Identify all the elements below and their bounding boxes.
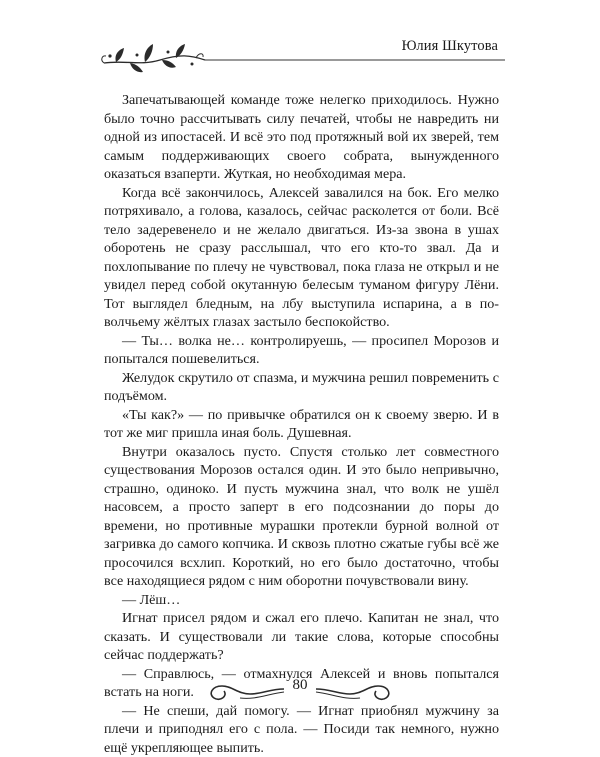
paragraph: Запечатывающей команде тоже нелегко приходилось. Нужно было точно рассчитывать силу печатей, чтобы не навредить ни одной из ипостасей. И всё это под протяжный вой их зверей, тем самым поддерживающих своего собрата, вынужденного оказаться взаперти. Жуткая, но необходимая мера.	[104, 91, 499, 184]
floral-ornament-icon	[0, 0, 600, 80]
paragraph: — Не спеши, дай помогу. — Игнат приобнял мужчину за плечи и приподнял его с пола. — Посиди так немного, нужно ещё укрепляющее выпить.	[104, 702, 499, 757]
paragraph: — Справлюсь, — отмахнулся Алексей и вновь попытался встать на ноги.	[104, 665, 499, 702]
body-text	[104, 91, 499, 757]
page-number: 80	[0, 677, 600, 694]
paragraph: Желудок скрутило от спазма, и мужчина решил повременить с подъёмом.	[104, 369, 499, 406]
page-header	[0, 0, 600, 80]
page-footer	[0, 672, 600, 722]
running-head-author: Юлия Шкутова	[402, 38, 498, 55]
paragraph: — Лёш…	[104, 591, 499, 610]
paragraph: «Ты как?» — по привычке обратился он к своему зверю. И в тот же миг пришла иная боль. Душевная.	[104, 406, 499, 443]
paragraph: Когда всё закончилось, Алексей завалился на бок. Его мелко потряхивало, а голова, казалось, сейчас расколется от боли. Всё тело задеревенело и не желало двигаться. Из-за звона в ушах оборотень не сразу расслышал, что его кто-то звал. Да и похлопывание по плечу не чувствовал, пока глаза не открыл и не увидел перед собой окутанную белесым туманом фигуру Лёни. Тот выглядел бледным, на лбу выступила испарина, а в по-волчьему жёлтых глазах застыло беспокойство.	[104, 184, 499, 332]
paragraph: — Ты… волка не… контролируешь, — просипел Морозов и попытался пошевелиться.	[104, 332, 499, 369]
paragraph: Внутри оказалось пусто. Спустя столько лет совместного существования Морозов остался один. И это было непривычно, страшно, одиноко. И пусть мужчина знал, что волк не ушёл насовсем, а просто заперт в его подсознании до поры до времени, но противные мурашки протекли бурной волной от загривка до самого копчика. И сквозь плотно сжатые губы всё же просочился всхлип. Короткий, но его было достаточно, чтобы все находящиеся рядом с ним оборотни почувствовали вину.	[104, 443, 499, 591]
paragraph: Игнат присел рядом и сжал его плечо. Капитан не знал, что сказать. И существовали ли такие слова, которые способны сейчас поддержать?	[104, 609, 499, 665]
